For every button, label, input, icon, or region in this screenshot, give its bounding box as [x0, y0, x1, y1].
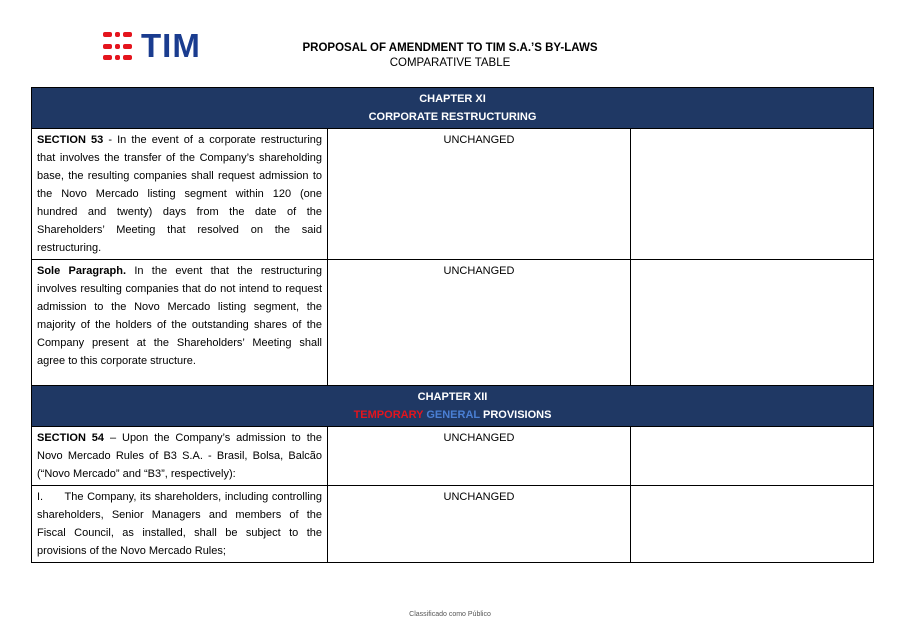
- chapter-xi-header: [32, 88, 874, 129]
- proposal-cell: UNCHANGED: [328, 129, 631, 260]
- table-row: [32, 129, 874, 260]
- justification-cell: [631, 260, 874, 386]
- chapter-header-cell: [32, 386, 874, 427]
- proposal-cell: UNCHANGED: [328, 427, 631, 486]
- current-text-cell: [32, 129, 328, 260]
- chapter-number: CHAPTER XI: [419, 93, 486, 105]
- table-row: [32, 260, 874, 386]
- current-text-cell: [32, 427, 328, 486]
- proposal-cell: UNCHANGED: [328, 260, 631, 386]
- table-row: [32, 486, 874, 563]
- section-text: I. The Company, its shareholders, including controlling shareholders, Senior Managers and members of the Fiscal Council, as installed, shall be subject to the provisions of the Novo Mercado Rules;: [37, 491, 326, 557]
- classification-footer: Classificado como Público: [409, 611, 491, 618]
- justification-cell: [631, 427, 874, 486]
- document-subtitle: COMPARATIVE TABLE: [389, 57, 511, 69]
- unchanged-word: PROVISIONS: [482, 409, 552, 421]
- justification-cell: [631, 486, 874, 563]
- inserted-word: GENERAL: [426, 409, 480, 421]
- section-text: In the event that the restructuring involves resulting companies that do not intend to request admission to the Novo Mercado listing segment, the majority of the holders of the outstanding shares of the Company present at the Shareholders’ Meeting shall agree to this corporate structure.: [37, 265, 322, 367]
- section-text: – Upon the Company’s admission to the Novo Mercado Rules of B3 S.A. - Brasil, Bolsa, Balcão (“Novo Mercado” and “B3”, respectively):: [37, 432, 322, 480]
- comparative-table: [31, 87, 874, 563]
- chapter-number: CHAPTER XII: [417, 391, 488, 403]
- logo-text: TIM: [141, 27, 201, 64]
- chapter-header-cell: [32, 88, 874, 129]
- current-text-cell: [32, 260, 328, 386]
- proposal-cell: UNCHANGED: [328, 486, 631, 563]
- section-lead: Sole Paragraph.: [37, 265, 127, 277]
- section-text: - In the event of a corporate restructuring that involves the transfer of the Company’s shareholding base, the resulting companies shall request admission to the Novo Mercado listing segment within 120 (one hundred and twenty) days from the date of the Shareholders’ Meeting that resolved on the said restructuring.: [37, 134, 322, 254]
- document-title: PROPOSAL OF AMENDMENT TO TIM S.A.’S BY-LAWS: [302, 42, 598, 54]
- table-row: [32, 427, 874, 486]
- deleted-word: TEMPORARY: [353, 409, 424, 421]
- chapter-title: CORPORATE RESTRUCTURING: [368, 111, 537, 123]
- current-text-cell: [32, 486, 328, 563]
- tim-logo-icon: [103, 32, 135, 60]
- chapter-xii-header: [32, 386, 874, 427]
- section-lead: SECTION 53: [37, 134, 104, 146]
- document-header: [300, 42, 600, 69]
- section-lead: SECTION 54: [37, 432, 105, 444]
- justification-cell: [631, 129, 874, 260]
- chapter-title: [37, 406, 868, 424]
- tim-logo: [103, 27, 201, 64]
